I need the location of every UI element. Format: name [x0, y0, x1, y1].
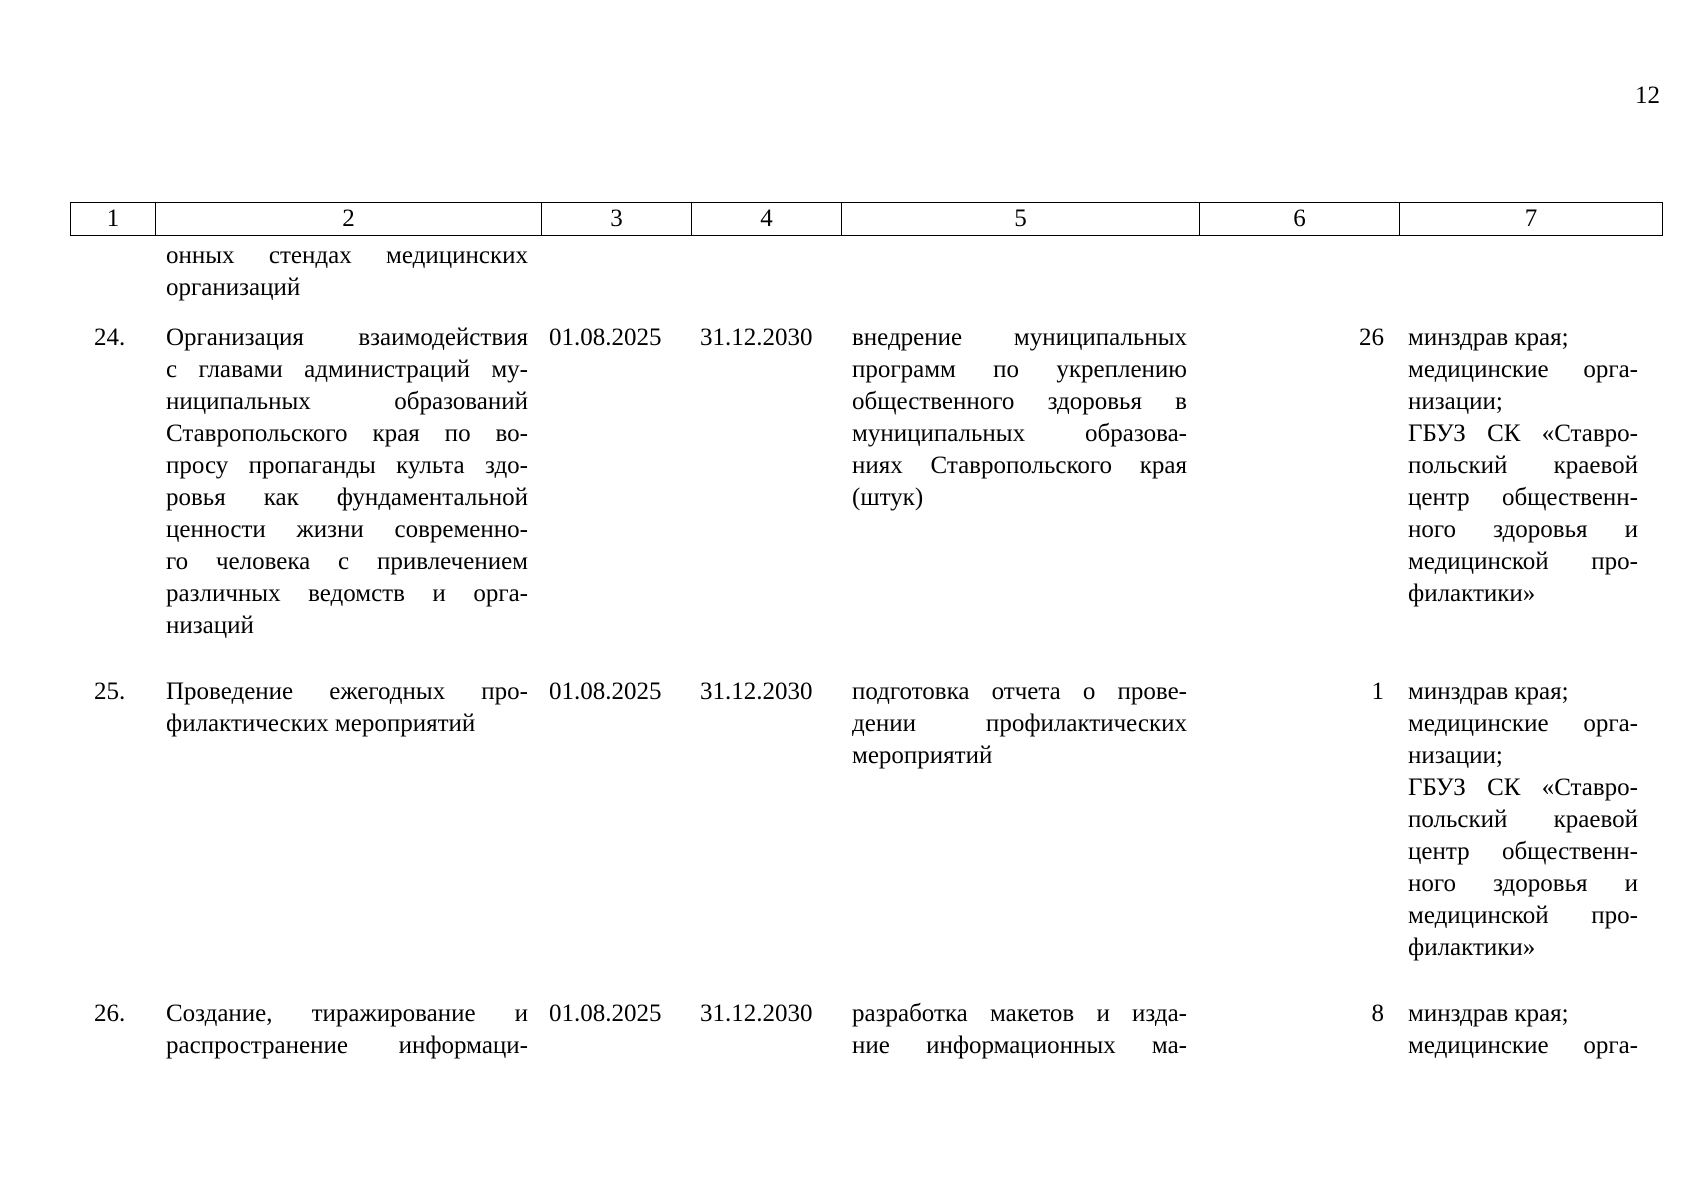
text-line: медицинские орга- [1408, 356, 1638, 383]
column-header-7: 7 [1400, 203, 1663, 236]
row-number: 25. [94, 678, 126, 705]
text-line: низации; [1408, 388, 1503, 415]
text-line: ценности жизни современно- [166, 516, 528, 543]
text-line: просу пропаганды культа здо- [166, 452, 528, 479]
text-line: ниях Ставропольского края [852, 452, 1187, 479]
text-line: с главами администраций му- [166, 356, 528, 383]
text-line: центр общественн- [1408, 484, 1638, 511]
start-date: 01.08.2025 [549, 1000, 662, 1027]
text-line: Проведение ежегодных про- [166, 678, 528, 705]
result-indicator [852, 322, 1187, 514]
text-line: медицинской про- [1408, 902, 1638, 929]
text-line: медицинские орга- [1408, 1032, 1638, 1059]
text-line: мероприятий [852, 742, 993, 769]
responsible-executors [1408, 322, 1638, 610]
text-line: Создание, тиражирование и [166, 1000, 528, 1027]
text-line: ГБУЗ СК «Ставро- [1408, 420, 1638, 447]
responsible-executors [1408, 676, 1638, 964]
text-line: низаций [166, 612, 254, 639]
text-line: подготовка отчета о прове- [852, 678, 1187, 705]
text-line: различных ведомств и орга- [166, 580, 528, 607]
end-date: 31.12.2030 [700, 678, 813, 705]
result-indicator [852, 998, 1187, 1062]
text-line: польский краевой [1408, 452, 1638, 479]
page-number: 12 [1635, 82, 1660, 109]
text-line: разработка макетов и изда- [852, 1000, 1187, 1027]
column-header-2: 2 [156, 203, 542, 236]
responsible-executors [1408, 998, 1638, 1062]
row-number: 26. [94, 1000, 126, 1027]
text-line: филактических мероприятий [166, 710, 476, 737]
start-date: 01.08.2025 [549, 324, 662, 351]
indicator-value: 1 [1371, 678, 1384, 705]
text-line: минздрав края; [1408, 1000, 1569, 1027]
text-line: программ по укреплению [852, 356, 1187, 383]
event-name [166, 998, 528, 1062]
text-line: медицинской про- [1408, 548, 1638, 575]
text-line: ровья как фундаментальной [166, 484, 528, 511]
event-name [166, 322, 528, 642]
continued-event-name [166, 240, 528, 304]
indicator-value: 26 [1359, 324, 1384, 351]
text-line: Организация взаимодействия [166, 324, 528, 351]
text-line: ние информационных ма- [852, 1032, 1187, 1059]
indicator-value: 8 [1371, 1000, 1384, 1027]
text-line: ного здоровья и [1408, 870, 1638, 897]
text-line: организаций [166, 274, 301, 301]
text-line: филактики» [1408, 934, 1536, 961]
row-number: 24. [94, 324, 126, 351]
text-line: Ставропольского края по во- [166, 420, 528, 447]
start-date: 01.08.2025 [549, 678, 662, 705]
result-indicator [852, 676, 1187, 772]
text-line: внедрение муниципальных [852, 324, 1187, 351]
text-line: общественного здоровья в [852, 388, 1187, 415]
end-date: 31.12.2030 [700, 324, 813, 351]
text-line: муниципальных образова- [852, 420, 1187, 447]
text-line: ного здоровья и [1408, 516, 1638, 543]
text-line: польский краевой [1408, 806, 1638, 833]
text-line: минздрав края; [1408, 324, 1569, 351]
column-number-header [70, 202, 1663, 236]
column-header-4: 4 [692, 203, 842, 236]
column-header-1: 1 [71, 203, 156, 236]
column-header-5: 5 [842, 203, 1200, 236]
text-line: дении профилактических [852, 710, 1187, 737]
text-line: низации; [1408, 742, 1503, 769]
event-name [166, 676, 528, 740]
text-line: (штук) [852, 484, 924, 511]
text-line: центр общественн- [1408, 838, 1638, 865]
text-line: медицинские орга- [1408, 710, 1638, 737]
text-line: го человека с привлечением [166, 548, 528, 575]
end-date: 31.12.2030 [700, 1000, 813, 1027]
text-line: онных стендах медицинских [166, 242, 528, 269]
text-line: ГБУЗ СК «Ставро- [1408, 774, 1638, 801]
column-header-3: 3 [542, 203, 692, 236]
text-line: минздрав края; [1408, 678, 1569, 705]
text-line: распространение информаци- [166, 1032, 528, 1059]
text-line: ниципальных образований [166, 388, 528, 415]
column-header-6: 6 [1200, 203, 1400, 236]
text-line: филактики» [1408, 580, 1536, 607]
